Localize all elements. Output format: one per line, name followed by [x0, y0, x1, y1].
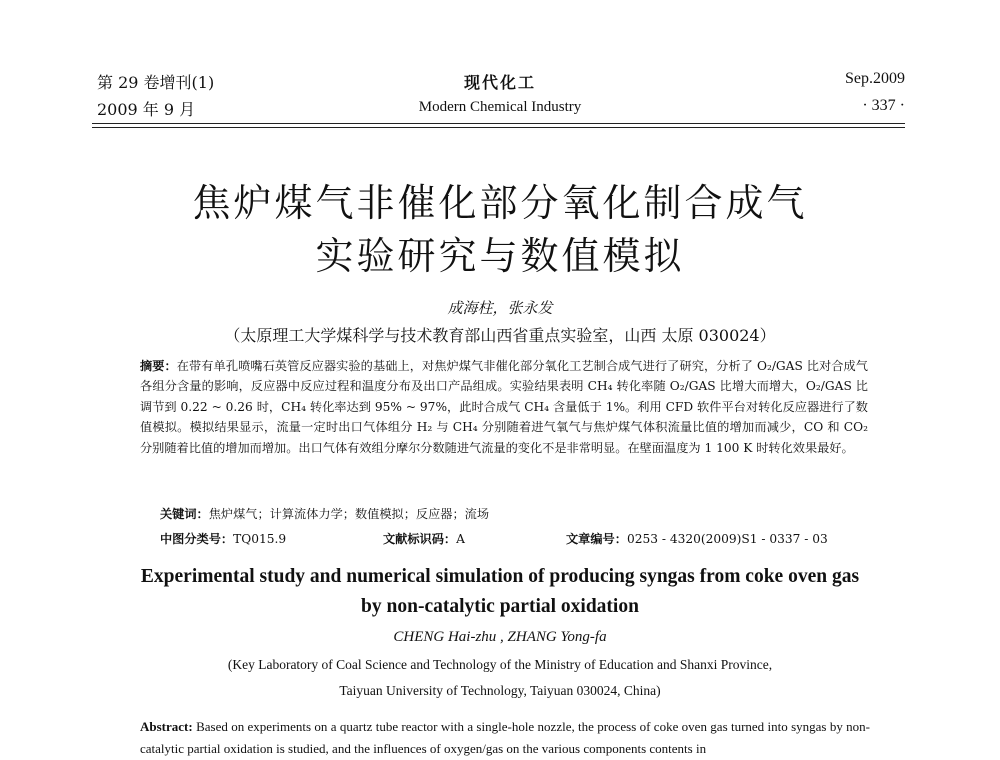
clc-number [160, 530, 286, 547]
page-number: · 337 · [862, 97, 905, 114]
keywords-text: 焦炉煤气；计算流体力学；数值模拟；反应器；流场 [208, 507, 490, 521]
keywords [160, 505, 489, 522]
abstract-cn-text: 在带有单孔喷嘴石英管反应器实验的基础上，对焦炉煤气非催化部分氧化工艺制合成气进行了研究，分析了 O₂/GAS 比对合成气各组分含量的影响，反应器中反应过程和温度分布及出口产品组成。实验结果表明 CH₄ 转化率随 O₂/GAS 比增大而增大，O₂/GAS 比调节到 0.22 ~ 0.26 时，CH₄ 转化率达到 95% ~ 97%，此时合成气 CH₄ 含量低于 1%。利用 CFD 软件平台对转化反应器进行了数值模拟。模拟结果显示，流量一定时出口气体组分 H₂ 与 CH₄ 分别随着进气氧气与焦炉煤气体积流量比值的增加而减少，CO 和 CO₂ 分别随着比值的增加而增加。出口气体有效组分摩尔分数随进气流量的变化不是非常明显。在壁面温度为 1 100 K 时转化效果最好。 [140, 359, 868, 455]
document-code-label: 文献标识码： [383, 532, 457, 546]
abstract-en-text: Based on experiments on a quartz tube reactor with a single-hole nozzle, the process of coke oven gas turned into syngas by non-catalytic partial oxidation is studied, and the influences of oxygen/gas on the various components contents in [140, 719, 871, 756]
affiliation-en-line2: Taiyuan University of Technology, Taiyuan 030024, China) [339, 683, 661, 698]
journal-name-cn: 现代化工 [463, 73, 536, 92]
title-cn-line1: 焦炉煤气非催化部分氧化制合成气 [192, 181, 808, 225]
clc-value: TQ015.9 [233, 532, 287, 546]
keywords-label: 关键词： [160, 507, 209, 521]
document-code [383, 530, 465, 547]
publication-date-en: Sep.2009 [845, 70, 905, 87]
journal-name-en: Modern Chemical Industry [418, 99, 582, 115]
affiliation-en-line1: (Key Laboratory of Coal Science and Technology of the Ministry of Education and Shanxi Province, [227, 657, 773, 672]
article-number-value: 0253 - 4320(2009)S1 - 0337 - 03 [626, 532, 828, 546]
article-number-label: 文章编号： [566, 532, 627, 546]
header-rule-thick [92, 123, 905, 124]
authors-cn: 成海柱，张永发 [447, 299, 553, 317]
abstract-cn-label: 摘要： [140, 359, 177, 373]
title-en-line2: by non-catalytic partial oxidation [361, 596, 639, 617]
title-en-line1: Experimental study and numerical simulation of producing syngas from coke oven gas [140, 566, 860, 587]
title-cn-line2: 实验研究与数值模拟 [315, 234, 685, 278]
clc-label: 中图分类号： [160, 532, 234, 546]
header-rule-thin [92, 127, 905, 128]
abstract-en [140, 716, 870, 760]
volume-issue: 第 29 卷增刊(1) [97, 73, 215, 92]
abstract-en-label: Abstract: [140, 719, 193, 734]
affiliation-cn: （太原理工大学煤科学与技术教育部山西省重点实验室，山西 太原 030024） [224, 326, 776, 345]
publication-date-cn: 2009 年 9 月 [97, 100, 196, 119]
abstract-cn [140, 356, 868, 458]
authors-en: CHENG Hai-zhu , ZHANG Yong-fa [393, 629, 607, 645]
article-number [566, 530, 828, 547]
document-code-value: A [456, 532, 465, 546]
